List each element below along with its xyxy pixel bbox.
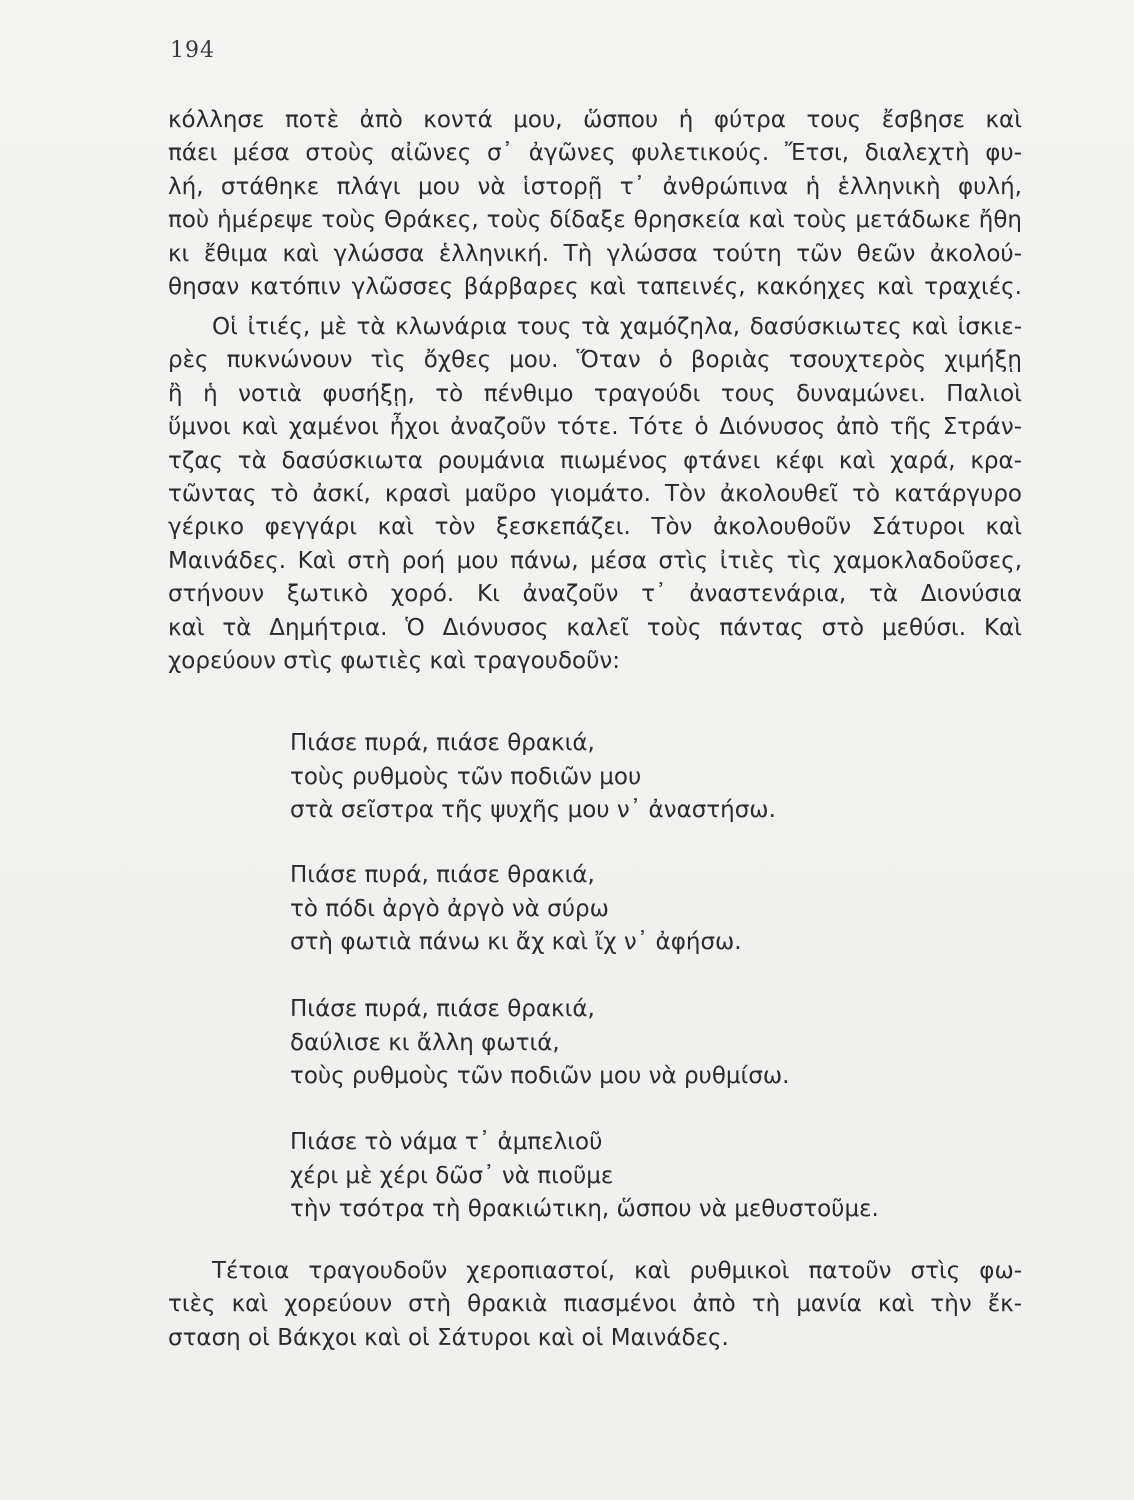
verse-line: χέρι μὲ χέρι δῶσ᾽ νὰ πιοῦμε — [290, 1162, 614, 1189]
text-line: ὕμνοι καὶ χαμένοι ἦχοι ἀναζοῦν τότε. Τότε ὁ Διόνυσος ἀπὸ τῆς Στράν- — [168, 414, 1022, 441]
text-line: σταση οἱ Βάκχοι καὶ οἱ Σάτυροι καὶ οἱ Μαινάδες. — [168, 1324, 729, 1351]
text-line: λή, στάθηκε πλάγι μου νὰ ἱστορῇ τ᾽ ἀνθρώπινα ἡ ἑλληνικὴ φυλή, — [168, 173, 1022, 200]
verse-line: τὸ πόδι ἀργὸ ἀργὸ νὰ σύρω — [290, 895, 609, 922]
text-line: Οἱ ἰτιές, μὲ τὰ κλωνάρια τους τὰ χαμόζηλα, δασύσκιωτες καὶ ἰσκιε- — [212, 314, 1022, 340]
poem-stanza-3 — [290, 993, 930, 1094]
text-line: γέρικο φεγγάρι καὶ τὸν ξεσκεπάζει. Τὸν ἀκολουθοῦν Σάτυροι καὶ — [168, 514, 1022, 541]
text-line: ἢ ἡ νοτιὰ φυσήξῃ, τὸ πένθιμο τραγούδι τους δυναμώνει. Παλιοὶ — [168, 380, 1022, 407]
verse-line: στὴ φωτιὰ πάνω κι ἄχ καὶ ἴχ ν᾽ ἀφήσω. — [290, 929, 742, 955]
text-line: Μαινάδες. Καὶ στὴ ροή μου πάνω, μέσα στὶς ἰτιὲς τὶς χαμοκλαδοῦσες, — [168, 547, 1022, 574]
verse-line: Πιάσε πυρά, πιάσε θρακιά, — [290, 996, 595, 1022]
text-line: χορεύουν στὶς φωτιὲς καὶ τραγουδοῦν: — [168, 647, 621, 674]
text-line: πάει μέσα στοὺς αἰῶνες σ᾽ ἀγῶνες φυλετικούς. Ἔτσι, διαλεχτὴ φυ- — [168, 140, 1022, 167]
verse-line: Πιάσε πυρά, πιάσε θρακιά, — [290, 862, 595, 888]
poem-stanza-2 — [290, 859, 930, 960]
verse-line: Πιάσε πυρά, πιάσε θρακιά, — [290, 730, 595, 756]
verse-line: στὰ σεῖστρα τῆς ψυχῆς μου ν᾽ ἀναστήσω. — [290, 797, 776, 823]
text-line: καὶ τὰ Δημήτρια. Ὁ Διόνυσος καλεῖ τοὺς πάντας στὸ μεθύσι. Καὶ — [168, 614, 1022, 641]
paragraph-1 — [168, 104, 1022, 304]
poem-stanza-1 — [290, 727, 930, 828]
text-line: θησαν κατόπιν γλῶσσες βάρβαρες καὶ ταπεινές, κακόηχες καὶ τραχιές. — [168, 273, 1022, 300]
verse-line: δαύλισε κι ἄλλη φωτιά, — [290, 1029, 560, 1056]
text-line: ρὲς πυκνώνουν τὶς ὄχθες μου. Ὅταν ὁ βοριὰς τσουχτερὸς χιμήξῃ — [168, 347, 1022, 374]
text-line: κόλλησε ποτὲ ἀπὸ κοντά μου, ὥσπου ἡ φύτρα τους ἔσβησε καὶ — [168, 107, 1022, 133]
text-line: τῶντας τὸ ἀσκί, κρασὶ μαῦρο γιομάτο. Τὸν ἀκολουθεῖ τὸ κατάργυρο — [168, 480, 1022, 507]
text-line: στήνουν ξωτικὸ χορό. Κι ἀναζοῦν τ᾽ ἀναστενάρια, τὰ Διονύσια — [168, 581, 1022, 608]
text-line: κι ἔθιμα καὶ γλώσσα ἑλληνική. Τὴ γλώσσα τούτη τῶν θεῶν ἀκολού- — [168, 240, 1022, 267]
text-line: ποὺ ἡμέρεψε τοὺς Θράκες, τοὺς δίδαξε θρησκεία καὶ τοὺς μετάδωκε ἤθη — [168, 207, 1022, 234]
verse-line: Πιάσε τὸ νάμα τ᾽ ἀμπελιοῦ — [290, 1129, 603, 1155]
paragraph-2 — [168, 311, 1022, 678]
text-line: τιὲς καὶ χορεύουν στὴ θρακιὰ πιασμένοι ἀπὸ τὴ μανία καὶ τὴν ἔκ- — [168, 1291, 1022, 1318]
text-line: Τέτοια τραγουδοῦν χεροπιαστοί, καὶ ρυθμικοὶ πατοῦν στὶς φω- — [212, 1258, 1022, 1284]
text-line: τζας τὰ δασύσκιωτα ρουμάνια πιωμένος φτάνει κέφι καὶ χαρά, κρα- — [168, 447, 1022, 474]
paragraph-3 — [168, 1255, 1022, 1355]
verse-line: τοὺς ρυθμοὺς τῶν ποδιῶν μου — [290, 763, 642, 790]
page-number: 194 — [170, 38, 215, 63]
poem-stanza-4 — [290, 1126, 930, 1227]
verse-line: τοὺς ρυθμοὺς τῶν ποδιῶν μου νὰ ρυθμίσω. — [290, 1063, 790, 1089]
verse-line: τὴν τσότρα τὴ θρακιώτικη, ὥσπου νὰ μεθυστοῦμε. — [290, 1196, 879, 1222]
